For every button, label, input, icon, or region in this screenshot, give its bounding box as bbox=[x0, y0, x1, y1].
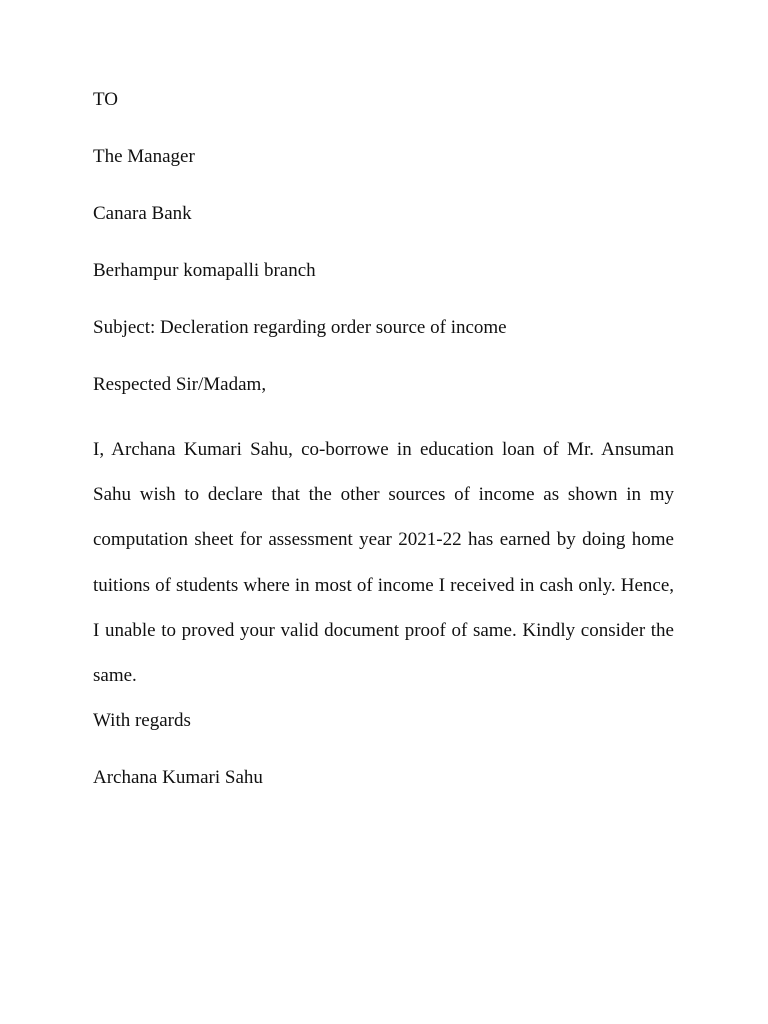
closing-line: With regards bbox=[93, 710, 191, 731]
branch-name: Berhampur komapalli branch bbox=[93, 260, 316, 281]
recipient-title: The Manager bbox=[93, 146, 195, 167]
letter-body: I, Archana Kumari Sahu, co-borrowe in education loan of Mr. Ansuman Sahu wish to declare that the other sources of income as shown in my computation sheet for assessment year 2021-22 has earned by doing home tuitions of students where in most of income I received in cash only. Hence, I unable to proved your valid document proof of same. Kindly consider the same. bbox=[93, 439, 674, 687]
salutation: Respected Sir/Madam, bbox=[93, 374, 267, 395]
subject-line: Subject: Decleration regarding order source of income bbox=[93, 317, 507, 338]
bank-name: Canara Bank bbox=[93, 203, 192, 224]
to-line: TO bbox=[93, 89, 118, 110]
signature-name: Archana Kumari Sahu bbox=[93, 767, 263, 788]
